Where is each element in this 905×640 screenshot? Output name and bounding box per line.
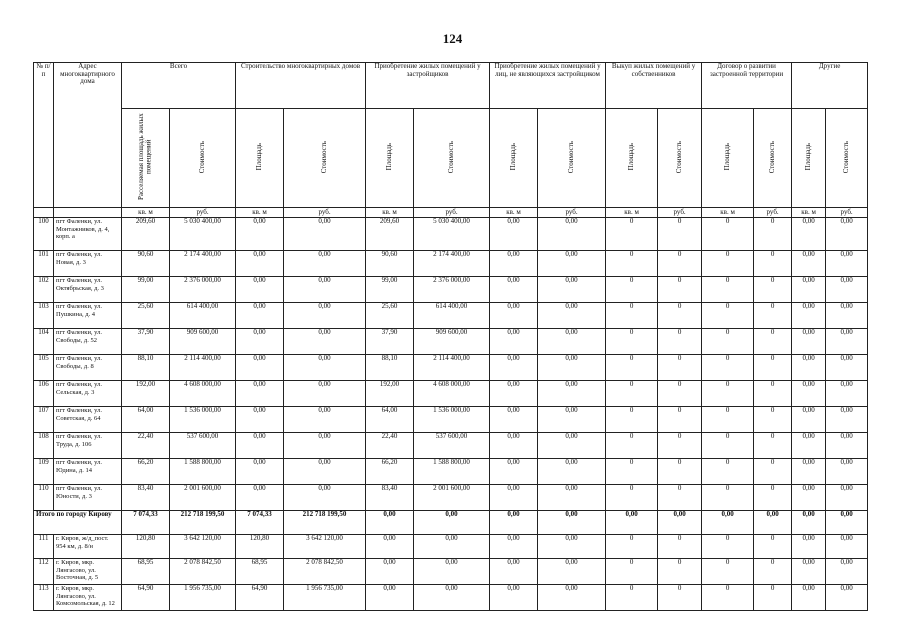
- row-value: 0: [702, 535, 754, 559]
- row-value: 0: [754, 218, 792, 251]
- row-value: 0: [658, 251, 702, 277]
- row-value: 0: [658, 535, 702, 559]
- row-value: 88,10: [366, 355, 414, 381]
- total-value: 0,00: [826, 511, 868, 535]
- row-value: 0: [754, 559, 792, 585]
- row-value: 0: [702, 303, 754, 329]
- row-value: 0,00: [826, 355, 868, 381]
- row-value: 614 400,00: [414, 303, 490, 329]
- row-value: 2 078 842,50: [170, 559, 236, 585]
- row-value: 0: [754, 407, 792, 433]
- subheader-area: Площадь: [792, 109, 826, 208]
- row-value: 0,00: [284, 303, 366, 329]
- total-value: 0,00: [366, 511, 414, 535]
- row-value: 0: [702, 355, 754, 381]
- row-number: 101: [34, 251, 54, 277]
- row-value: 0,00: [284, 407, 366, 433]
- row-value: 0,00: [490, 407, 538, 433]
- row-value: 0: [606, 585, 658, 611]
- header-group-development-agreement: Договор о развитии застроенной территории: [702, 63, 792, 109]
- row-value: 2 174 400,00: [414, 251, 490, 277]
- subheader-area: Площадь: [606, 109, 658, 208]
- row-value: 0: [606, 433, 658, 459]
- table-row: [34, 355, 868, 381]
- row-value: 0,00: [826, 535, 868, 559]
- unit-area: кв. м: [236, 208, 284, 218]
- row-value: 0,00: [826, 407, 868, 433]
- row-number: 112: [34, 559, 54, 585]
- row-value: 22,40: [122, 433, 170, 459]
- total-value: 0,00: [490, 511, 538, 535]
- table-row: [34, 433, 868, 459]
- row-value: 0,00: [792, 585, 826, 611]
- row-value: 0: [702, 559, 754, 585]
- row-value: 0,00: [792, 559, 826, 585]
- row-value: 3 642 120,00: [284, 535, 366, 559]
- row-value: 66,20: [122, 459, 170, 485]
- row-value: 0,00: [366, 535, 414, 559]
- unit-rub: руб.: [170, 208, 236, 218]
- row-address: пгт Фаленки, ул. Сельская, д. 3: [54, 381, 122, 407]
- unit-rub: руб.: [414, 208, 490, 218]
- row-value: 0,00: [826, 329, 868, 355]
- row-value: 0: [658, 303, 702, 329]
- row-value: 83,40: [366, 485, 414, 511]
- row-value: 0: [754, 277, 792, 303]
- row-value: 0,00: [414, 585, 490, 611]
- subheader-area: Площадь: [236, 109, 284, 208]
- row-value: 88,10: [122, 355, 170, 381]
- row-value: 83,40: [122, 485, 170, 511]
- subheader-cost: Стоимость: [284, 109, 366, 208]
- total-value: 7 074,33: [122, 511, 170, 535]
- row-value: 0,00: [826, 459, 868, 485]
- row-value: 0,00: [490, 535, 538, 559]
- row-address: пгт Фаленки, ул. Советская, д. 64: [54, 407, 122, 433]
- row-value: 0,00: [236, 277, 284, 303]
- row-value: 0,00: [284, 218, 366, 251]
- row-value: 1 956 735,00: [170, 585, 236, 611]
- row-value: 66,20: [366, 459, 414, 485]
- row-value: 0: [658, 433, 702, 459]
- row-value: 68,95: [236, 559, 284, 585]
- total-value: 0,00: [702, 511, 754, 535]
- row-value: 0,00: [538, 329, 606, 355]
- row-value: 0: [702, 251, 754, 277]
- row-number: 110: [34, 485, 54, 511]
- row-value: 2 114 400,00: [170, 355, 236, 381]
- row-number: 106: [34, 381, 54, 407]
- row-value: 614 400,00: [170, 303, 236, 329]
- subheader-cost: Стоимость: [826, 109, 868, 208]
- subheader-area: Площадь: [366, 109, 414, 208]
- row-value: 0,00: [538, 459, 606, 485]
- row-value: 0,00: [826, 251, 868, 277]
- unit-rub: руб.: [284, 208, 366, 218]
- table-row: [34, 585, 868, 611]
- row-value: 1 588 800,00: [414, 459, 490, 485]
- row-value: 0,00: [284, 485, 366, 511]
- row-number: 107: [34, 407, 54, 433]
- row-value: 2 376 000,00: [170, 277, 236, 303]
- row-number: 105: [34, 355, 54, 381]
- unit-cell: [54, 208, 122, 218]
- row-value: 0,00: [490, 459, 538, 485]
- row-value: 0,00: [792, 535, 826, 559]
- row-value: 0: [754, 381, 792, 407]
- row-address: пгт Фаленки, ул. Новая, д. 3: [54, 251, 122, 277]
- total-value: 0,00: [414, 511, 490, 535]
- row-value: 1 536 000,00: [414, 407, 490, 433]
- row-value: 1 536 000,00: [170, 407, 236, 433]
- row-value: 5 030 400,00: [170, 218, 236, 251]
- row-value: 0: [702, 585, 754, 611]
- row-value: 0,00: [792, 303, 826, 329]
- row-value: 0,00: [236, 251, 284, 277]
- row-value: 209,60: [366, 218, 414, 251]
- row-value: 2 174 400,00: [170, 251, 236, 277]
- row-value: 0,00: [538, 407, 606, 433]
- header-group-other: Другие: [792, 63, 868, 109]
- row-address: г. Киров, ж/д_пост. 954 км, д. 8/н: [54, 535, 122, 559]
- subheader-resettled-area: Расселяемая площадь жилых помещений: [122, 109, 170, 208]
- row-value: 0: [702, 218, 754, 251]
- row-value: 0: [658, 559, 702, 585]
- row-value: 0: [702, 485, 754, 511]
- row-value: 0,00: [792, 433, 826, 459]
- row-value: 37,90: [122, 329, 170, 355]
- row-value: 192,00: [366, 381, 414, 407]
- table-row: [34, 329, 868, 355]
- row-value: 0,00: [284, 355, 366, 381]
- row-address: пгт Фаленки, ул. Труда, д. 106: [54, 433, 122, 459]
- row-value: 5 030 400,00: [414, 218, 490, 251]
- row-value: 68,95: [122, 559, 170, 585]
- row-value: 64,00: [122, 407, 170, 433]
- row-value: 0: [754, 303, 792, 329]
- row-value: 0,00: [792, 218, 826, 251]
- row-value: 0,00: [284, 381, 366, 407]
- row-value: 0: [606, 355, 658, 381]
- row-value: 0,00: [826, 585, 868, 611]
- row-value: 0,00: [284, 251, 366, 277]
- row-value: 0: [606, 407, 658, 433]
- total-value: 0,00: [538, 511, 606, 535]
- row-value: 64,90: [236, 585, 284, 611]
- row-number: 104: [34, 329, 54, 355]
- row-value: 0: [754, 355, 792, 381]
- row-value: 0: [754, 585, 792, 611]
- row-value: 209,60: [122, 218, 170, 251]
- resettlement-table: [33, 62, 868, 611]
- total-value: 0,00: [606, 511, 658, 535]
- row-value: 192,00: [122, 381, 170, 407]
- row-value: 0,00: [538, 303, 606, 329]
- table-row: [34, 381, 868, 407]
- row-value: 0,00: [236, 303, 284, 329]
- header-group-purchase-developers: Приобретение жилых помещений у застройщиков: [366, 63, 490, 109]
- row-value: 1 588 800,00: [170, 459, 236, 485]
- subheader-cost: Стоимость: [538, 109, 606, 208]
- row-value: 0,00: [236, 407, 284, 433]
- row-value: 0,00: [236, 218, 284, 251]
- row-value: 0: [754, 485, 792, 511]
- total-value: 212 718 199,50: [284, 511, 366, 535]
- row-value: 0: [658, 277, 702, 303]
- row-value: 120,80: [236, 535, 284, 559]
- table-row: [34, 251, 868, 277]
- header-address: Адрес многоквартирного дома: [54, 63, 122, 208]
- row-value: 0,00: [284, 277, 366, 303]
- row-value: 0,00: [792, 485, 826, 511]
- row-value: 0,00: [490, 559, 538, 585]
- subheader-area: Площадь: [490, 109, 538, 208]
- row-value: 0,00: [538, 355, 606, 381]
- row-value: 0,00: [792, 355, 826, 381]
- row-value: 909 600,00: [414, 329, 490, 355]
- unit-cell: [34, 208, 54, 218]
- subheader-cost: Стоимость: [170, 109, 236, 208]
- row-value: 0,00: [236, 485, 284, 511]
- row-value: 0,00: [490, 381, 538, 407]
- row-address: пгт Фаленки, ул. Монтажников, д. 4, корп. а: [54, 218, 122, 251]
- subheader-cost: Стоимость: [658, 109, 702, 208]
- total-value: 0,00: [658, 511, 702, 535]
- row-number: 111: [34, 535, 54, 559]
- row-number: 109: [34, 459, 54, 485]
- table-row: [34, 303, 868, 329]
- row-value: 0,00: [792, 277, 826, 303]
- row-value: 0,00: [490, 485, 538, 511]
- row-number: 113: [34, 585, 54, 611]
- row-value: 0,00: [826, 559, 868, 585]
- total-value: 212 718 199,50: [170, 511, 236, 535]
- row-value: 0,00: [366, 559, 414, 585]
- header-group-total: Всего: [122, 63, 236, 109]
- row-value: 120,80: [122, 535, 170, 559]
- row-value: 537 600,00: [170, 433, 236, 459]
- row-address: пгт Фаленки, ул. Октябрьская, д. 3: [54, 277, 122, 303]
- row-value: 0,00: [538, 585, 606, 611]
- row-value: 3 642 120,00: [170, 535, 236, 559]
- unit-rub: руб.: [538, 208, 606, 218]
- unit-rub: руб.: [826, 208, 868, 218]
- table-row: [34, 407, 868, 433]
- row-value: 99,00: [122, 277, 170, 303]
- row-address: пгт Фаленки, ул. Свободы, д. 8: [54, 355, 122, 381]
- row-value: 0: [658, 381, 702, 407]
- row-value: 0: [606, 251, 658, 277]
- row-value: 0: [606, 329, 658, 355]
- row-value: 4 608 000,00: [414, 381, 490, 407]
- row-value: 0,00: [792, 459, 826, 485]
- row-address: г. Киров, мкр. Лянгасово, ул. Восточная, д. 5: [54, 559, 122, 585]
- row-value: 0,00: [284, 459, 366, 485]
- unit-area: кв. м: [792, 208, 826, 218]
- row-value: 0,00: [490, 218, 538, 251]
- row-value: 0: [702, 381, 754, 407]
- unit-area: кв. м: [702, 208, 754, 218]
- row-value: 0,00: [826, 381, 868, 407]
- row-value: 0,00: [236, 329, 284, 355]
- row-value: 0: [754, 329, 792, 355]
- subheader-area: Площадь: [702, 109, 754, 208]
- row-value: 0: [606, 459, 658, 485]
- row-value: 0,00: [826, 277, 868, 303]
- row-address: пгт Фаленки, ул. Юдина, д. 14: [54, 459, 122, 485]
- row-value: 0: [606, 485, 658, 511]
- row-value: 0: [658, 485, 702, 511]
- header-group-buyout: Выкуп жилых помещений у собственников: [606, 63, 702, 109]
- row-value: 2 001 600,00: [414, 485, 490, 511]
- subheader-cost: Стоимость: [754, 109, 792, 208]
- row-value: 2 114 400,00: [414, 355, 490, 381]
- unit-rub: руб.: [754, 208, 792, 218]
- row-value: 0: [606, 218, 658, 251]
- row-value: 0,00: [490, 277, 538, 303]
- row-value: 0,00: [538, 381, 606, 407]
- row-value: 0,00: [538, 218, 606, 251]
- row-value: 0,00: [490, 433, 538, 459]
- row-value: 0,00: [414, 535, 490, 559]
- row-value: 0,00: [826, 218, 868, 251]
- row-value: 90,60: [122, 251, 170, 277]
- row-number: 103: [34, 303, 54, 329]
- row-value: 0: [754, 535, 792, 559]
- row-value: 0,00: [284, 329, 366, 355]
- table-row: [34, 277, 868, 303]
- row-value: 0,00: [538, 433, 606, 459]
- subheader-cost: Стоимость: [414, 109, 490, 208]
- table-row: [34, 559, 868, 585]
- row-value: 0,00: [792, 251, 826, 277]
- row-value: 0,00: [538, 559, 606, 585]
- row-value: 0: [658, 407, 702, 433]
- row-number: 108: [34, 433, 54, 459]
- row-value: 64,90: [122, 585, 170, 611]
- total-value: 0,00: [754, 511, 792, 535]
- row-value: 0,00: [538, 485, 606, 511]
- row-value: 0,00: [792, 407, 826, 433]
- row-value: 2 078 842,50: [284, 559, 366, 585]
- row-value: 0,00: [826, 433, 868, 459]
- row-value: 0,00: [490, 329, 538, 355]
- row-address: пгт Фаленки, ул. Пушкина, д. 4: [54, 303, 122, 329]
- row-value: 2 001 600,00: [170, 485, 236, 511]
- row-value: 0,00: [366, 585, 414, 611]
- table-row: [34, 459, 868, 485]
- table-row: [34, 218, 868, 251]
- total-value: 0,00: [792, 511, 826, 535]
- row-value: 0,00: [538, 535, 606, 559]
- row-value: 0: [606, 535, 658, 559]
- row-value: 0,00: [284, 433, 366, 459]
- row-value: 0,00: [236, 459, 284, 485]
- row-value: 0: [658, 218, 702, 251]
- row-value: 0,00: [236, 355, 284, 381]
- row-value: 0,00: [538, 277, 606, 303]
- row-value: 99,00: [366, 277, 414, 303]
- row-value: 64,00: [366, 407, 414, 433]
- page-number: 124: [442, 31, 463, 46]
- row-value: 0: [702, 433, 754, 459]
- row-value: 90,60: [366, 251, 414, 277]
- row-value: 0: [702, 459, 754, 485]
- row-value: 0: [754, 251, 792, 277]
- table-row: [34, 485, 868, 511]
- row-value: 0,00: [490, 355, 538, 381]
- row-value: 0,00: [236, 381, 284, 407]
- row-value: 0,00: [538, 251, 606, 277]
- row-number: 102: [34, 277, 54, 303]
- unit-area: кв. м: [122, 208, 170, 218]
- unit-area: кв. м: [490, 208, 538, 218]
- row-value: 0,00: [414, 559, 490, 585]
- total-value: 7 074,33: [236, 511, 284, 535]
- row-value: 0,00: [826, 485, 868, 511]
- row-value: 0,00: [490, 251, 538, 277]
- row-value: 0,00: [792, 381, 826, 407]
- row-value: 0: [658, 329, 702, 355]
- table-body: [34, 218, 868, 611]
- total-label: Итого по городу Кирову: [34, 511, 122, 535]
- row-value: 537 600,00: [414, 433, 490, 459]
- row-value: 0: [658, 459, 702, 485]
- row-value: 0: [658, 585, 702, 611]
- row-value: 2 376 000,00: [414, 277, 490, 303]
- row-value: 0,00: [236, 433, 284, 459]
- row-value: 37,90: [366, 329, 414, 355]
- row-value: 0: [754, 433, 792, 459]
- row-value: 0: [702, 329, 754, 355]
- row-value: 0: [658, 355, 702, 381]
- row-value: 4 608 000,00: [170, 381, 236, 407]
- row-value: 0,00: [490, 585, 538, 611]
- row-value: 0: [606, 559, 658, 585]
- header-group-purchase-nondevelopers: Приобретение жилых помещений у лиц, не являющихся застройщиком: [490, 63, 606, 109]
- row-address: пгт Фаленки, ул. Свободы, д. 52: [54, 329, 122, 355]
- header-number: № п/п: [34, 63, 54, 208]
- row-value: 1 956 735,00: [284, 585, 366, 611]
- row-number: 100: [34, 218, 54, 251]
- unit-area: кв. м: [606, 208, 658, 218]
- row-value: 0: [606, 277, 658, 303]
- row-value: 25,60: [366, 303, 414, 329]
- row-value: 909 600,00: [170, 329, 236, 355]
- row-value: 0: [702, 277, 754, 303]
- unit-rub: руб.: [658, 208, 702, 218]
- row-address: г. Киров, мкр. Лянгасово, ул. Комсомольская, д. 12: [54, 585, 122, 611]
- row-value: 25,60: [122, 303, 170, 329]
- row-value: 0,00: [826, 303, 868, 329]
- row-value: 0,00: [792, 329, 826, 355]
- row-value: 22,40: [366, 433, 414, 459]
- header-group-construction: Строительство многоквартирных домов: [236, 63, 366, 109]
- row-value: 0: [606, 303, 658, 329]
- table-row: [34, 535, 868, 559]
- total-row: [34, 511, 868, 535]
- unit-area: кв. м: [366, 208, 414, 218]
- row-value: 0,00: [490, 303, 538, 329]
- row-address: пгт Фаленки, ул. Юности, д. 3: [54, 485, 122, 511]
- row-value: 0: [754, 459, 792, 485]
- row-value: 0: [606, 381, 658, 407]
- row-value: 0: [702, 407, 754, 433]
